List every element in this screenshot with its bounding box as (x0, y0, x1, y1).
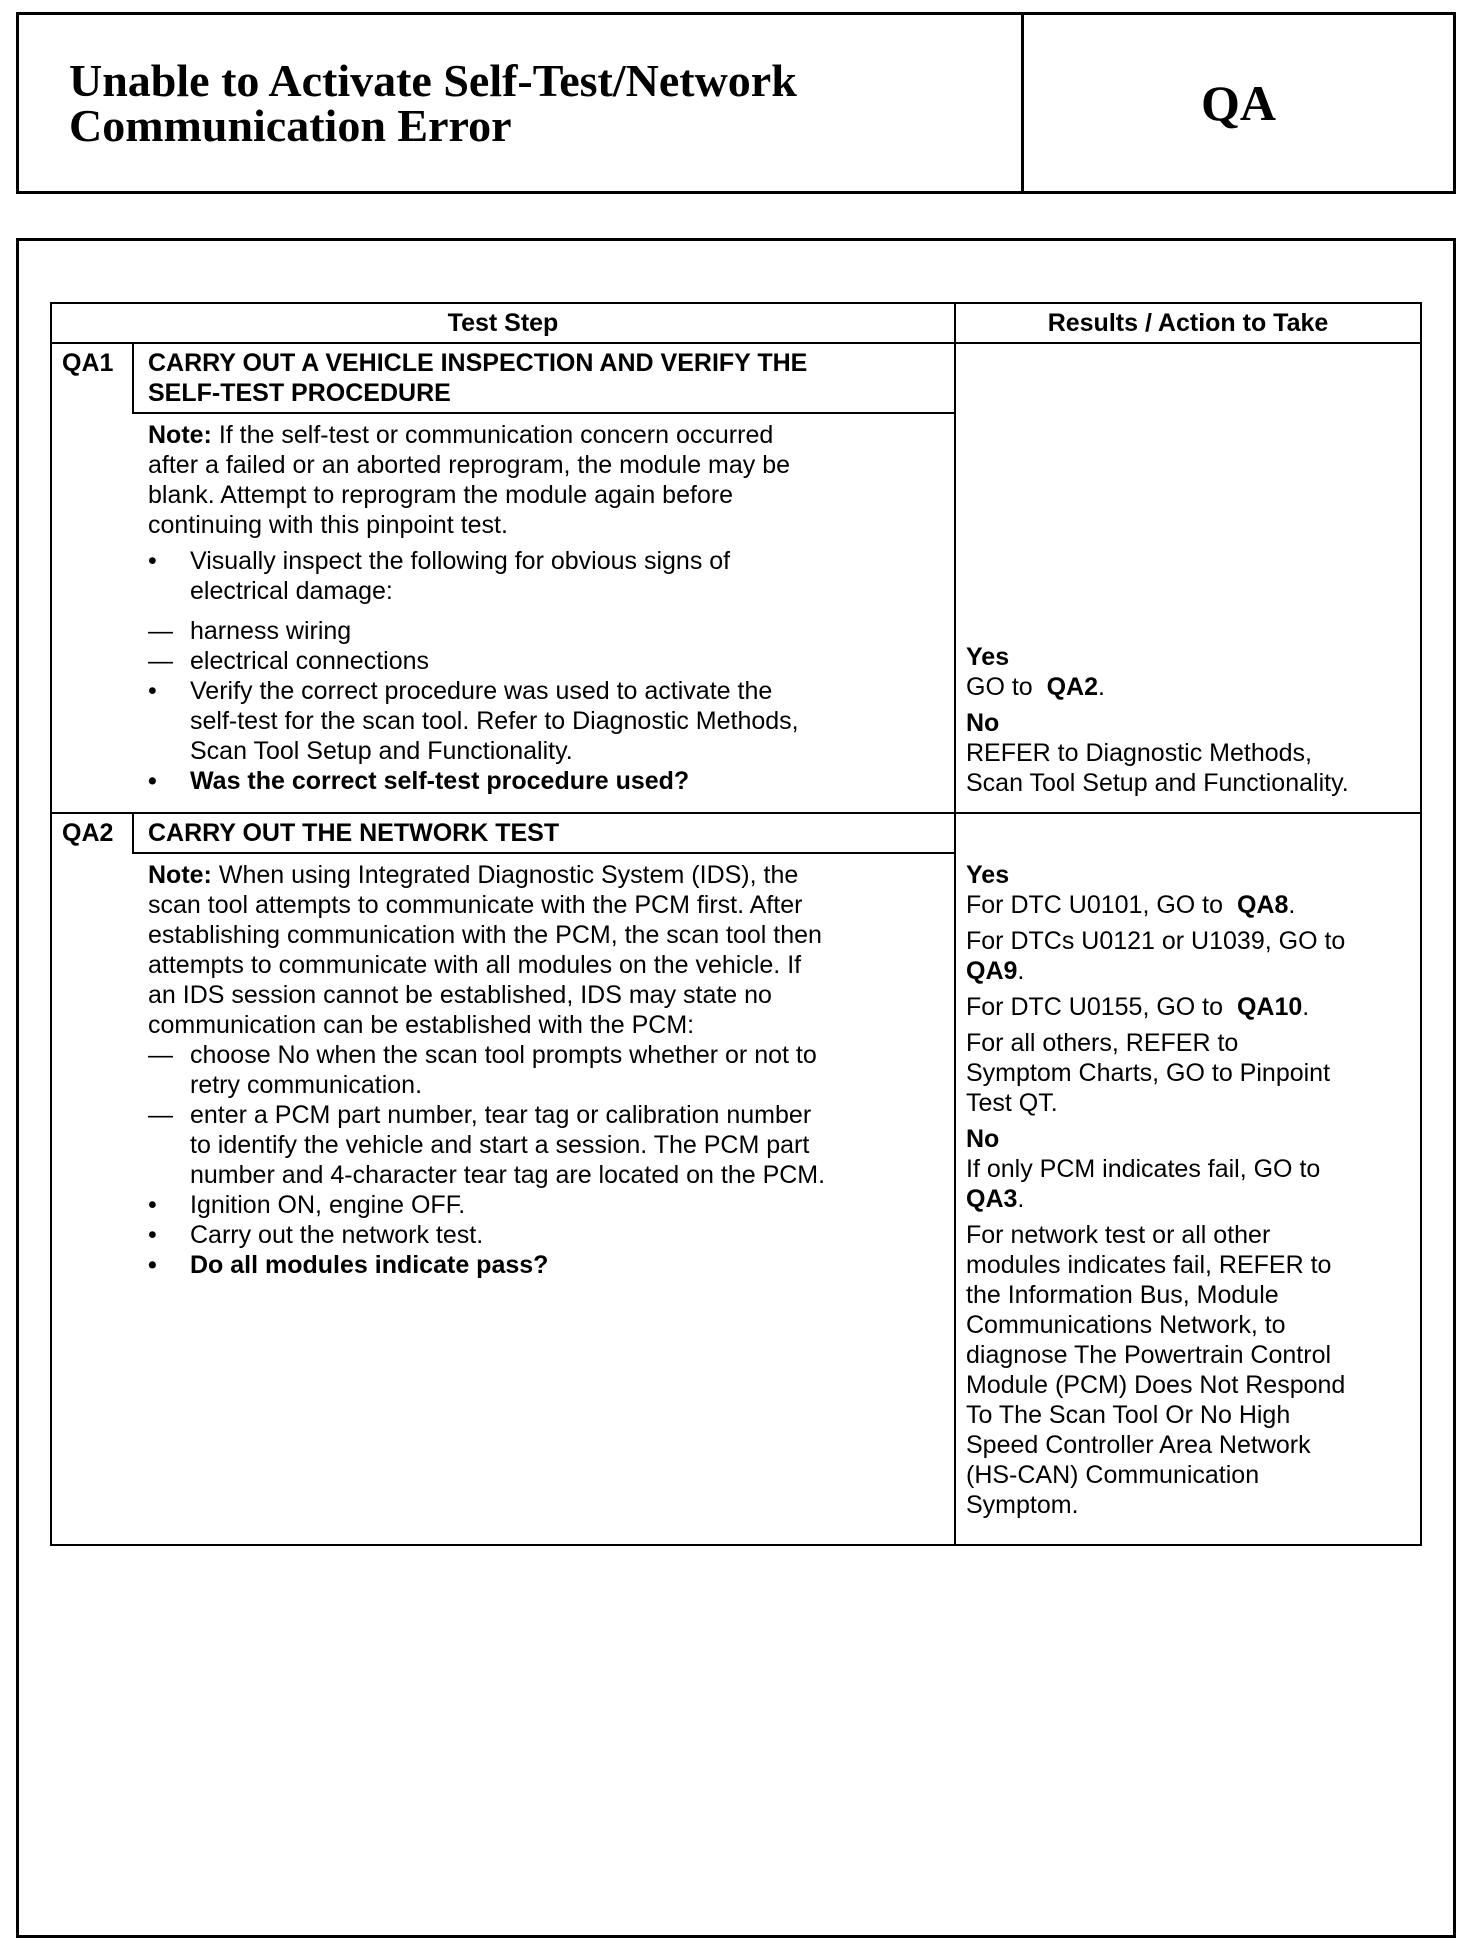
yes-action: For all others, REFER to (966, 1029, 1239, 1057)
note-line: blank. Attempt to reprogram the module again before (148, 481, 734, 509)
bullet-icon: • (148, 547, 157, 575)
no-action: For network test or all other (966, 1221, 1271, 1249)
no-action: If only PCM indicates fail, GO to (966, 1155, 1321, 1183)
no-action: diagnose The Powertrain Control (966, 1341, 1332, 1369)
no-action: Communications Network, to (966, 1311, 1286, 1339)
no-action: Symptom. (966, 1491, 1079, 1519)
note-line: scan tool attempts to communicate with the PCM first. After (148, 891, 803, 919)
dash-text: retry communication. (190, 1071, 423, 1099)
no-action: REFER to Diagnostic Methods, (966, 739, 1312, 767)
qa1-id-divider (132, 342, 134, 414)
column-divider (954, 304, 956, 1544)
bullet-item (148, 1190, 948, 1220)
bullet-text: Verify the correct procedure was used to activate the (190, 677, 773, 705)
dash-text: number and 4-character tear tag are located on the PCM. (190, 1161, 826, 1189)
bullet-icon: • (148, 1221, 157, 1249)
action-text: For DTC U0155, GO to (966, 993, 1224, 1021)
column-header-results: Results / Action to Take (1047, 309, 1329, 337)
results-qa2 (966, 860, 1416, 1520)
no-action: Scan Tool Setup and Functionality. (966, 769, 1349, 797)
note-line: after a failed or an aborted reprogram, the module may be (148, 451, 791, 479)
goto-target: QA3 (966, 1185, 1018, 1213)
dash-icon: — (148, 647, 173, 675)
dash-icon: — (148, 617, 173, 645)
page-title (19, 15, 1024, 191)
no-action: the Information Bus, Module (966, 1281, 1279, 1309)
note-line: attempts to communicate with all modules on the vehicle. If (148, 951, 802, 979)
yes-label: Yes (966, 643, 1010, 671)
bullet-text: self-test for the scan tool. Refer to Diagnostic Methods, (190, 707, 799, 735)
yes-action: For DTCs U0121 or U1039, GO to (966, 927, 1346, 955)
no-action: Module (PCM) Does Not Respond (966, 1371, 1346, 1399)
note-line: communication can be established with the PCM: (148, 1011, 695, 1039)
action-text: For DTC U0101, GO to (966, 891, 1224, 919)
no-action: modules indicates fail, REFER to (966, 1251, 1332, 1279)
dash-item (148, 616, 948, 646)
goto-target: QA2 (1046, 673, 1098, 701)
dash-text: enter a PCM part number, tear tag or calibration number (190, 1101, 812, 1129)
page-title-line2: Communication Error (69, 100, 512, 151)
step-title-line: CARRY OUT A VEHICLE INSPECTION AND VERIFY THE (148, 349, 808, 377)
bullet-item (148, 546, 948, 606)
no-action: (HS-CAN) Communication (966, 1461, 1260, 1489)
step-title-qa1 (148, 348, 948, 408)
bullet-text: Visually inspect the following for obvious signs of (190, 547, 731, 575)
no-action: To The Scan Tool Or No High (966, 1401, 1291, 1429)
note-label: Note: (148, 861, 212, 889)
note-text: When using Integrated Diagnostic System (IDS), the (218, 861, 799, 889)
yes-action: For DTC U0155, GO to QA10. (966, 993, 1310, 1021)
step-title-line: SELF-TEST PROCEDURE (148, 379, 451, 407)
qa1-title-divider (132, 412, 954, 414)
note-text: If the self-test or communication concern occurred (218, 421, 774, 449)
dash-text: to identify the vehicle and start a session. The PCM part (190, 1131, 810, 1159)
yes-label: Yes (966, 861, 1010, 889)
goto-target: QA10 (1236, 993, 1303, 1021)
results-qa1 (966, 642, 1416, 798)
bullet-icon: • (148, 1251, 157, 1279)
dash-icon: — (148, 1101, 173, 1129)
bullet-item (148, 1220, 948, 1250)
bullet-icon: • (148, 677, 157, 705)
yes-action: Symptom Charts, GO to Pinpoint (966, 1059, 1331, 1087)
note-line (148, 420, 948, 450)
step-title-qa2: CARRY OUT THE NETWORK TEST (148, 819, 560, 847)
note-label: Note: (148, 421, 212, 449)
page-header (16, 12, 1456, 194)
column-header-test-step: Test Step (447, 309, 559, 337)
yes-action: For DTC U0101, GO to QA8. (966, 891, 1296, 919)
bullet-icon: • (148, 1191, 157, 1219)
bullet-item (148, 1250, 948, 1280)
bullet-text: Ignition ON, engine OFF. (190, 1191, 466, 1219)
step-body-qa1 (148, 420, 948, 796)
qa2-id-divider (132, 812, 134, 854)
no-action: QA3. (966, 1185, 1025, 1213)
header-row-divider (52, 342, 1420, 344)
step-id-qa2: QA2 (62, 819, 114, 847)
note-line: an IDS session cannot be established, IDS may state no (148, 981, 772, 1009)
test-code: QA (1201, 75, 1276, 131)
step-id-qa1: QA1 (62, 349, 114, 377)
dash-item (148, 1040, 948, 1100)
bullet-item (148, 766, 948, 796)
step-body-qa2 (148, 860, 948, 1280)
step-question: Was the correct self-test procedure used? (190, 767, 690, 795)
qa2-title-divider (132, 852, 954, 854)
bullet-icon: • (148, 767, 157, 795)
row-divider (52, 812, 1420, 814)
bullet-text: Scan Tool Setup and Functionality. (190, 737, 573, 765)
dash-item (148, 646, 948, 676)
yes-action: GO to QA2. (966, 673, 1105, 701)
diagnostic-table (50, 302, 1422, 1546)
goto-target: QA8 (1236, 891, 1289, 919)
dash-text: electrical connections (190, 647, 430, 675)
page-title-line1: Unable to Activate Self-Test/Network (69, 55, 797, 106)
note-line (148, 860, 948, 890)
bullet-text: electrical damage: (190, 577, 393, 605)
bullet-item (148, 676, 948, 766)
note-line: establishing communication with the PCM, the scan tool then (148, 921, 822, 949)
note-line: continuing with this pinpoint test. (148, 511, 508, 539)
bullet-text: Carry out the network test. (190, 1221, 484, 1249)
dash-item (148, 1100, 948, 1190)
goto-target: QA9 (966, 957, 1018, 985)
yes-action: Test QT. (966, 1089, 1058, 1117)
yes-action: QA9. (966, 957, 1025, 985)
action-text: GO to (966, 673, 1033, 701)
dash-text: choose No when the scan tool prompts whether or not to (190, 1041, 817, 1069)
no-action: Speed Controller Area Network (966, 1431, 1311, 1459)
dash-icon: — (148, 1041, 173, 1069)
dash-text: harness wiring (190, 617, 352, 645)
no-label: No (966, 709, 1000, 737)
no-label: No (966, 1125, 1000, 1153)
step-question: Do all modules indicate pass? (190, 1251, 549, 1279)
